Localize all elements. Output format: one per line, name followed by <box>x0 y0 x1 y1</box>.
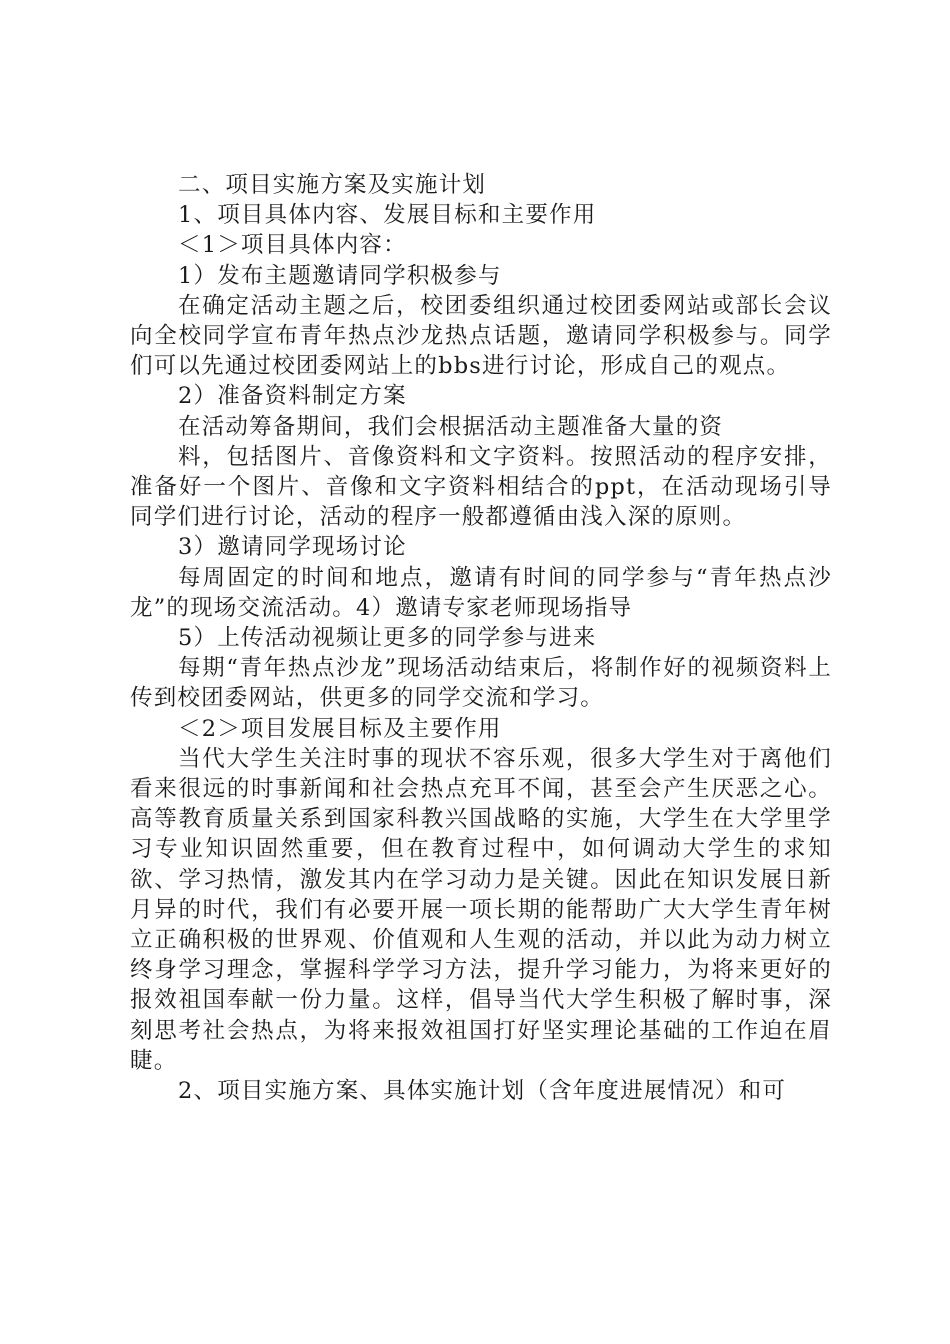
body-paragraph: 当代大学生关注时事的现状不容乐观，很多大学生对于离他们看来很远的时事新闻和社会热点充耳不闻，甚至会产生厌恶之心。高等教育质量关系到国家科教兴国战略的实施，大学生在大学里学习专业知识固然重要，但在教育过程中，如何调动大学生的求知欲、学习热情，激发其内在学习动力是关键。因此在知识发展日新月异的时代，我们有必要开展一项长期的能帮助广大大学生青年树立正确积极的世界观、价值观和人生观的活动，并以此为动力树立终身学习理念，掌握科学学习方法，提升学习能力，为将来更好的报效祖国奉献一份力量。这样，倡导当代大学生积极了解时事，深刻思考社会热点，为将来报效祖国打好坚实理论基础的工作迫在眉睫。 <box>130 745 832 1074</box>
section-heading: 2、项目实施方案、具体实施计划（含年度进展情况）和可 <box>178 1078 787 1105</box>
item-heading: 3）邀请同学现场讨论 <box>178 534 407 561</box>
body-paragraph: 在确定活动主题之后，校团委组织通过校团委网站或部长会议向全校同学宣布青年热点沙龙热点话题，邀请同学积极参与。同学们可以先通过校团委网站上的bbs进行讨论，形成自己的观点。 <box>130 292 832 380</box>
subsection-heading: ＜2＞项目发展目标及主要作用 <box>178 715 502 742</box>
subsection-heading: ＜1＞项目具体内容： <box>178 232 407 259</box>
document-body <box>130 170 832 1106</box>
item-heading: 1）发布主题邀请同学积极参与 <box>178 262 502 289</box>
item-heading: 5）上传活动视频让更多的同学参与进来 <box>178 625 597 652</box>
section-heading: 二、项目实施方案及实施计划 <box>178 172 487 198</box>
body-paragraph: 每周固定的时间和地点，邀请有时间的同学参与“青年热点沙龙”的现场交流活动。4）邀请专家老师现场指导 <box>130 564 832 621</box>
subsection-heading: 1、项目具体内容、发展目标和主要作用 <box>178 202 597 229</box>
body-paragraph: 每期“青年热点沙龙”现场活动结束后，将制作好的视频资料上传到校团委网站，供更多的同学交流和学习。 <box>130 655 832 712</box>
item-heading: 2）准备资料制定方案 <box>178 383 407 410</box>
body-paragraph: 在活动筹备期间，我们会根据活动主题准备大量的资 <box>178 413 724 440</box>
body-paragraph: 料，包括图片、音像资料和文字资料。按照活动的程序安排，准备好一个图片、音像和文字资料相结合的ppt，在活动现场引导同学们进行讨论，活动的程序一般都遵循由浅入深的原则。 <box>130 443 832 531</box>
